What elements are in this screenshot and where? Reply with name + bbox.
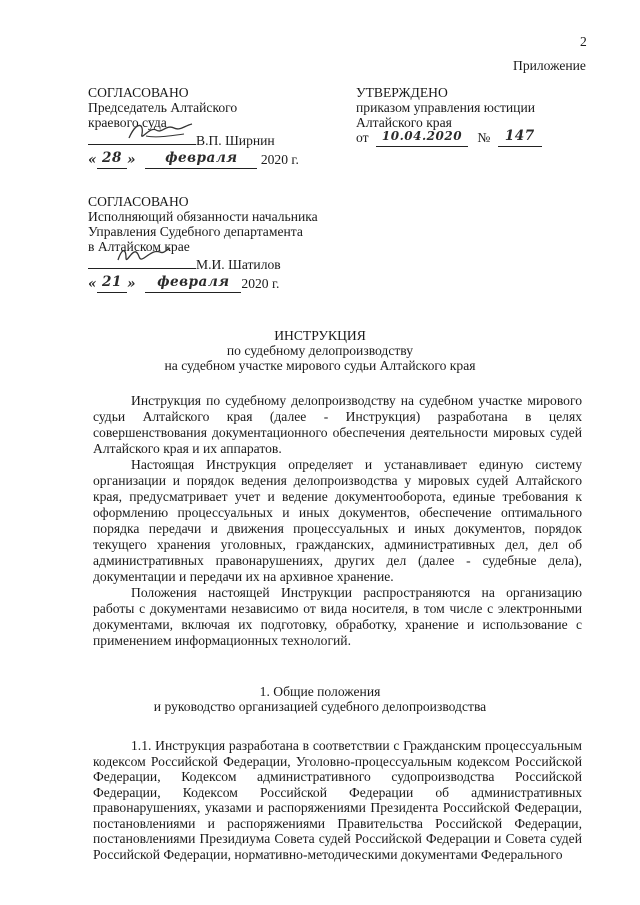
approval-position-line: краевого суда (88, 115, 167, 130)
date-prefix: от (356, 130, 369, 145)
quote-open: « (88, 276, 97, 292)
intro-text (93, 393, 582, 649)
date-month-field (145, 276, 241, 293)
section-heading: 1. Общие положения (259, 684, 381, 699)
order-date-number (356, 130, 542, 147)
paragraph: Настоящая Инструкция определяет и устанавливает единую систему организации и порядок ведения делопроизводства у мировых судей Алтайского края, предусматривает учет и ведение документооборота, единые требования к оформлению процессуальных и иных документов, обеспечение оптимального порядка передачи и движения процессуальных и иных документов, порядок текущего хранения уголовных, гражданских, административных дел, дел об административных правонарушениях, других дел (далее - судебные дела), документации и передачи их на архивное хранение. (93, 457, 582, 584)
signature-line (88, 130, 275, 149)
number-prefix: № (477, 130, 491, 145)
date-day: 21 (102, 274, 122, 290)
date-month: февраля (157, 274, 230, 290)
date-month-field (145, 152, 257, 169)
paragraph: 1.1. Инструкция разработана в соответствии с Гражданским процессуальным кодексом Российской Федерации, Уголовно-процессуальным кодексом Российской Федерации, Кодексом административного судопроизводства Российской Федерации, Кодексом Российской Федерации об административных правонарушениях, указами и распоряжениями Президента Российской Федерации, постановлениями и распоряжениями Правительства Российской Федерации, постановлениями Президиума Совета судей Российской Федерации и Совета судей Российской Федерации, нормативно-методическими документами Федерального (93, 738, 582, 862)
approval-heading: УТВЕРЖДЕНО (356, 85, 448, 100)
approval-order-line: приказом управления юстиции (356, 100, 535, 115)
section-text (93, 738, 582, 888)
document-subtitle: на судебном участке мирового судьи Алтайского края (164, 358, 476, 373)
order-date: 10.04.2020 (381, 129, 463, 143)
appendix-label: Приложение (513, 58, 586, 73)
section-heading: и руководство организацией судебного делопроизводства (153, 699, 487, 714)
paragraph: Инструкция по судебному делопроизводству на судебном участке мирового судьи Алтайского края (далее - Инструкция) разработана в целях совершенствования документационного обеспечения деятельности мировых судей Алтайского края и их аппаратов. (93, 393, 582, 456)
signer-name: В.П. Ширнин (196, 133, 275, 148)
approval-position-line: в Алтайском крае (88, 239, 190, 254)
page-number: 2 (580, 34, 587, 49)
date-day: 28 (102, 150, 122, 166)
signature-line (88, 254, 281, 273)
approval-date (88, 276, 279, 293)
quote-close: » (127, 276, 136, 292)
paragraph: Положения настоящей Инструкции распространяются на организацию работы с документами независимо от вида носителя, в том числе с электронными документами, включая их подготовку, обработку, хранение и использование с применением информационных технологий. (93, 585, 582, 648)
order-number-field (498, 130, 542, 147)
approval-order-line: Алтайского края (356, 115, 452, 130)
approval-position-line: Исполняющий обязанности начальника (88, 209, 318, 224)
quote-open: « (88, 152, 97, 168)
approval-heading: СОГЛАСОВАНО (88, 194, 189, 209)
approval-heading: СОГЛАСОВАНО (88, 85, 189, 100)
approval-date (88, 152, 299, 169)
date-month: февраля (165, 150, 238, 166)
order-number: 147 (504, 128, 535, 144)
document-subtitle: по судебному делопроизводству (226, 343, 414, 358)
signer-name: М.И. Шатилов (196, 257, 281, 272)
approval-position-line: Управления Судебного департамента (88, 224, 303, 239)
document-title: ИНСТРУКЦИЯ (274, 328, 366, 343)
approval-position-line: Председатель Алтайского (88, 100, 238, 115)
order-date-field (376, 130, 468, 147)
handwritten-signature (126, 118, 196, 144)
date-day-field (97, 152, 127, 169)
handwritten-signature (114, 242, 174, 266)
date-year: 2020 г. (241, 276, 280, 291)
signature-field (88, 254, 196, 269)
signature-field (88, 130, 196, 145)
date-year: 2020 г. (260, 152, 299, 167)
quote-close: » (127, 152, 136, 168)
date-day-field (97, 276, 127, 293)
